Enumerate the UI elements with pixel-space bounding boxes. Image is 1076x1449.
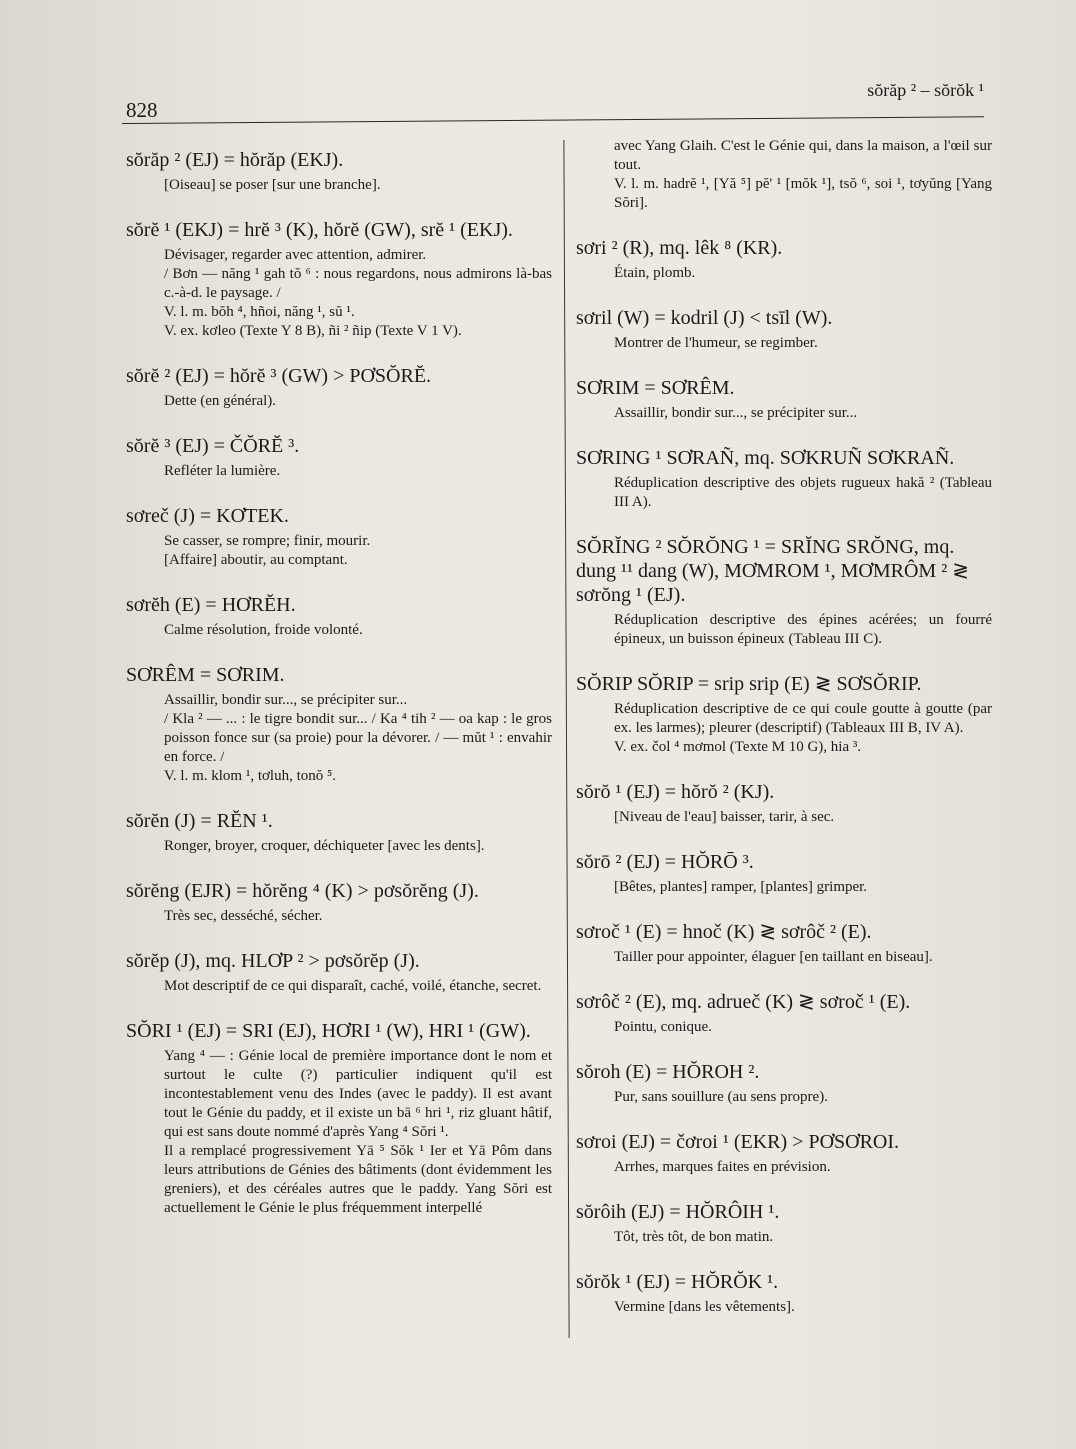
definition: [Bêtes, plantes] ramper, [plantes] grimper. — [614, 879, 868, 895]
example: / Bơn — năng ¹ gah tŏ ⁶ : nous regardons, nous admirons là-bas c.-à-d. le paysage. / — [164, 266, 552, 301]
definition: Il a remplacé progressivement Yā ⁵ Sŏk ¹ Ier et Yā Pôm dans leurs attributions de Génies des bâtiments (dont évidemment les greniers), et des céréales autres que le paddy. Yang Sŏri est actuellement le Génie le plus fréquemment interpellé — [164, 1143, 552, 1216]
headword: SƠRÊM = SƠRIM. — [126, 664, 285, 686]
dictionary-entry — [126, 148, 552, 195]
definition: [Affaire] aboutir, au comptant. — [164, 552, 348, 568]
dictionary-entry — [576, 376, 992, 423]
headword: sŏrĕn (J) = RĔN ¹. — [126, 810, 273, 832]
headword: sŏrĕng (EJR) = hŏrĕng ⁴ (K) > pơsŏrĕng (J). — [126, 880, 479, 902]
headword: sŏrĕ ² (EJ) = hŏrĕ ³ (GW) > PƠSŎRĔ. — [126, 365, 432, 387]
headword: sơri ² (R), mq. lêk ⁸ (KR). — [576, 237, 783, 259]
definition: Réduplication descriptive des objets rugueux hakă ² (Tableau III A). — [614, 475, 992, 510]
dictionary-entry — [576, 446, 992, 512]
definition: Pur, sans souillure (au sens propre). — [614, 1089, 828, 1105]
headword: sơroč ¹ (E) = hnoč (K) ≷ sơrôč ² (E). — [576, 921, 872, 943]
headword: SƠRIM = SƠRÊM. — [576, 377, 735, 399]
headword: sŏrĕ ³ (EJ) = ČŎRĔ ³. — [126, 435, 300, 457]
definition: Se casser, se rompre; finir, mourir. — [164, 533, 371, 549]
cross-reference: V. l. m. bŏh ⁴, hñoi, năng ¹, sŭ ¹. — [164, 304, 355, 320]
headword: sŏrăp ² (EJ) = hŏrăp (EKJ). — [126, 149, 344, 171]
dictionary-entry — [576, 920, 992, 967]
dictionary-entry — [576, 1060, 992, 1107]
definition: Réduplication descriptive des épines acérées; un fourré épineux, un buisson épineux (Tableau III C). — [614, 612, 992, 647]
headword: sŏrō ² (EJ) = HŎRŌ ³. — [576, 851, 754, 873]
definition: Assaillir, bondir sur..., se précipiter sur... — [164, 692, 408, 708]
headword: sơril (W) = kodril (J) < tsīl (W). — [576, 307, 833, 329]
right-column — [576, 137, 992, 1328]
dictionary-entry — [576, 850, 992, 897]
headword: sŏrĕ ¹ (EKJ) = hrĕ ³ (K), hŏrĕ (GW), srĕ ¹ (EKJ). — [126, 219, 513, 241]
definition: Assaillir, bondir sur..., se précipiter sur... — [614, 405, 858, 421]
headword: sơreč (J) = KƠTEK. — [126, 505, 289, 527]
definition: Mot descriptif de ce qui disparaît, caché, voilé, étanche, secret. — [164, 978, 542, 994]
dictionary-entry — [576, 1200, 992, 1247]
dictionary-entry — [576, 236, 992, 283]
dictionary-entry — [126, 809, 552, 856]
dictionary-entry-continued — [576, 137, 992, 213]
dictionary-entry — [126, 434, 552, 481]
dictionary-entry — [576, 672, 992, 757]
definition: Étain, plomb. — [614, 265, 696, 281]
dictionary-entry — [576, 990, 992, 1037]
dictionary-entry — [126, 663, 552, 786]
page-number: 828 — [126, 98, 158, 122]
headword: sŏrŏ ¹ (EJ) = hŏrŏ ² (KJ). — [576, 781, 775, 803]
dictionary-entry — [126, 879, 552, 926]
headword: sŏrôih (EJ) = HŎRÔIH ¹. — [576, 1201, 780, 1223]
cross-reference: V. l. m. hadrĕ ¹, [Yă ⁵] pĕ' ¹ [mŏk ¹], tsŏ ⁶, soi ¹, tơyŭng [Yang Sŏri]. — [614, 176, 992, 211]
definition: Refléter la lumière. — [164, 463, 281, 479]
header-rule — [122, 116, 984, 124]
dictionary-entry — [126, 504, 552, 570]
dictionary-entry — [576, 1270, 992, 1317]
definition: Ronger, broyer, croquer, déchiqueter [avec les dents]. — [164, 838, 485, 854]
headword: SƠRING ¹ SƠRAÑ, mq. SƠKRUÑ SƠKRAÑ. — [576, 447, 955, 469]
dictionary-entry — [126, 949, 552, 996]
definition: Réduplication descriptive de ce qui coule goutte à goutte (par ex. les larmes); pleurer (descriptif) (Tableaux III B, IV A). — [614, 701, 992, 736]
dictionary-entry — [126, 1019, 552, 1218]
dictionary-entry — [576, 780, 992, 827]
headword: sŏrŏk ¹ (EJ) = HŎRŎK ¹. — [576, 1271, 779, 1293]
definition: [Niveau de l'eau] baisser, tarir, à sec. — [614, 809, 835, 825]
definition: avec Yang Glaih. C'est le Génie qui, dans la maison, a l'œil sur tout. — [614, 138, 992, 173]
example: / Kla ² — ... : le tigre bondit sur... / Ka ⁴ tih ² — oa kap : le gros poisson fonce sur (sa proie) pour la dévorer. / — mŭt ¹ : envahir en force. / — [164, 711, 552, 765]
definition: Tailler pour appointer, élaguer [en taillant en biseau]. — [614, 949, 933, 965]
definition: Dette (en général). — [164, 393, 277, 409]
definition: Arrhes, marques faites en prévision. — [614, 1159, 831, 1175]
column-divider — [563, 140, 569, 1338]
headword: SŎRĬNG ² SŎRŎNG ¹ = SRĬNG SRŎNG, mq. dung ¹¹ dang (W), MƠMROM ¹, MƠMRÔM ² ≷ sơrŏng ¹ (EJ). — [576, 536, 969, 606]
definition: Très sec, desséché, sécher. — [164, 908, 323, 924]
definition: Pointu, conique. — [614, 1019, 712, 1035]
cross-reference: V. ex. čol ⁴ mơmol (Texte M 10 G), hia ³. — [614, 739, 862, 755]
headword: sŏrĕp (J), mq. HLƠP ² > pơsŏrĕp (J). — [126, 950, 420, 972]
definition: Montrer de l'humeur, se regimber. — [614, 335, 818, 351]
dictionary-entry — [576, 535, 992, 649]
headword: SŎRIP SŎRIP = srip srip (E) ≷ SƠSŎRIP. — [576, 673, 922, 695]
definition: [Oiseau] se poser [sur une branche]. — [164, 177, 381, 193]
dictionary-entry — [576, 1130, 992, 1177]
running-head: sŏrăp ² – sŏrŏk ¹ — [867, 80, 984, 100]
cross-reference: V. l. m. klom ¹, tơluh, tonŏ ⁵. — [164, 768, 336, 784]
definition: Dévisager, regarder avec attention, admirer. — [164, 247, 427, 263]
headword: sŏroh (E) = HŎROH ². — [576, 1061, 760, 1083]
definition: Vermine [dans les vêtements]. — [614, 1299, 795, 1315]
definition: Yang ⁴ — : Génie local de première importance dont le nom et surtout le culte (?) particulier indiquent qu'il est incontestablement venu des Indes (avec le paddy). Il est avant tout le Génie du paddy, et il existe un bā ⁶ hri ¹, riz gluant hâtif, qui est sans doute nommé d'après Yang ⁴ Sŏri ¹. — [164, 1048, 552, 1140]
headword: sơrôč ² (E), mq. adrueč (K) ≷ sơroč ¹ (E). — [576, 991, 911, 1013]
headword: SŎRI ¹ (EJ) = SRI (EJ), HƠRI ¹ (W), HRI ¹ (GW). — [126, 1020, 531, 1042]
dictionary-entry — [126, 593, 552, 640]
headword: sơroi (EJ) = čơroi ¹ (EKR) > PƠSƠROI. — [576, 1131, 900, 1153]
definition: Tôt, très tôt, de bon matin. — [614, 1229, 774, 1245]
headword: sơrĕh (E) = HƠRĔH. — [126, 594, 296, 616]
definition: Calme résolution, froide volonté. — [164, 622, 363, 638]
dictionary-entry — [126, 364, 552, 411]
dictionary-entry — [576, 306, 992, 353]
cross-reference: V. ex. kơleo (Texte Y 8 B), ñi ² ñip (Texte V 1 V). — [164, 323, 462, 339]
dictionary-entry — [126, 218, 552, 341]
left-column — [126, 148, 552, 1229]
